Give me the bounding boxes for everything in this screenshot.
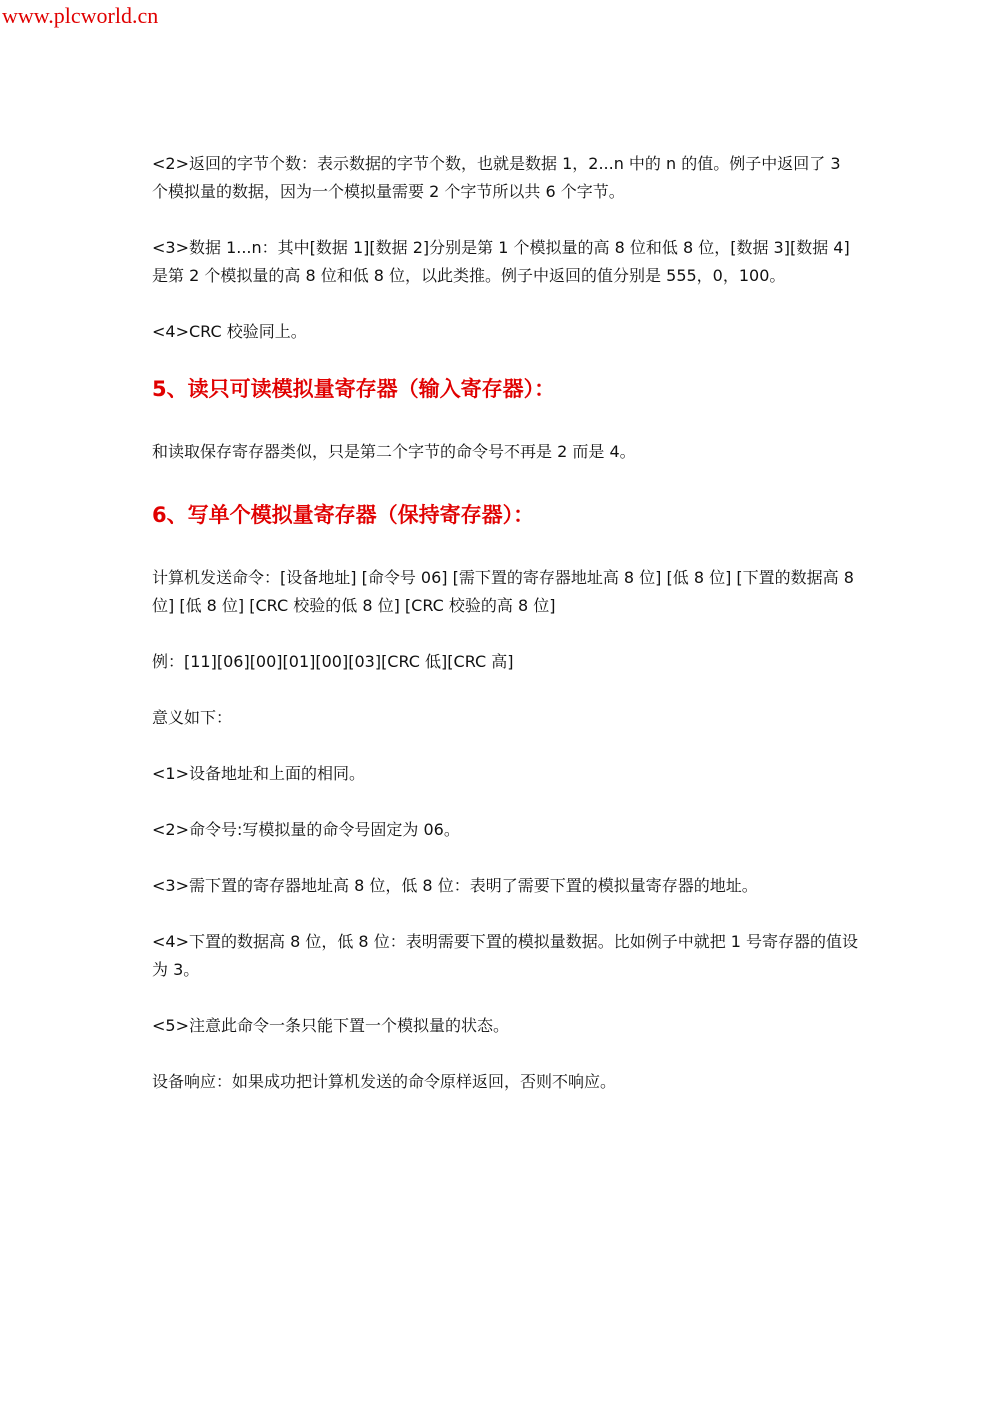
- paragraph-meaning-1: <1>设备地址和上面的相同。: [152, 764, 365, 783]
- paragraph-command-format: 计算机发送命令：[设备地址] [命令号 06] [需下置的寄存器地址高 8 位] [低 8 位] [下置的数据高 8 位] [低 8 位] [CRC 校验的低 8 位] [CRC 校验的高 8 位]: [152, 568, 854, 615]
- paragraph-data-bytes: <3>数据 1...n：其中[数据 1][数据 2]分别是第 1 个模拟量的高 8 位和低 8 位，[数据 3][数据 4]是第 2 个模拟量的高 8 位和低 8 位，以此类推。例子中返回的值分别是 555，0，100。: [152, 238, 850, 285]
- paragraph-meaning-4: <4>下置的数据高 8 位，低 8 位：表明需要下置的模拟量数据。比如例子中就把 1 号寄存器的值设为 3。: [152, 932, 859, 979]
- document-body: [152, 150, 860, 1124]
- paragraph-section-5: 和读取保存寄存器类似，只是第二个字节的命令号不再是 2 而是 4。: [152, 442, 636, 461]
- paragraph-meaning-5: <5>注意此命令一条只能下置一个模拟量的状态。: [152, 1016, 509, 1035]
- paragraph-response: 设备响应：如果成功把计算机发送的命令原样返回，否则不响应。: [152, 1072, 617, 1091]
- paragraph-meaning-3: <3>需下置的寄存器地址高 8 位，低 8 位：表明了需要下置的模拟量寄存器的地址。: [152, 876, 758, 895]
- paragraph-example: 例：[11][06][00][01][00][03][CRC 低][CRC 高]: [152, 652, 514, 671]
- paragraph-byte-count: <2>返回的字节个数：表示数据的字节个数，也就是数据 1，2...n 中的 n 的值。例子中返回了 3 个模拟量的数据，因为一个模拟量需要 2 个字节所以共 6 个字节。: [152, 154, 841, 201]
- heading-section-6: 6、写单个模拟量寄存器（保持寄存器）：: [152, 503, 535, 527]
- site-watermark: www.plcworld.cn: [2, 3, 159, 28]
- paragraph-meaning: 意义如下：: [152, 708, 233, 727]
- paragraph-crc: <4>CRC 校验同上。: [152, 322, 307, 341]
- paragraph-meaning-2: <2>命令号:写模拟量的命令号固定为 06。: [152, 820, 460, 839]
- heading-section-5: 5、读只可读模拟量寄存器（输入寄存器）：: [152, 377, 556, 401]
